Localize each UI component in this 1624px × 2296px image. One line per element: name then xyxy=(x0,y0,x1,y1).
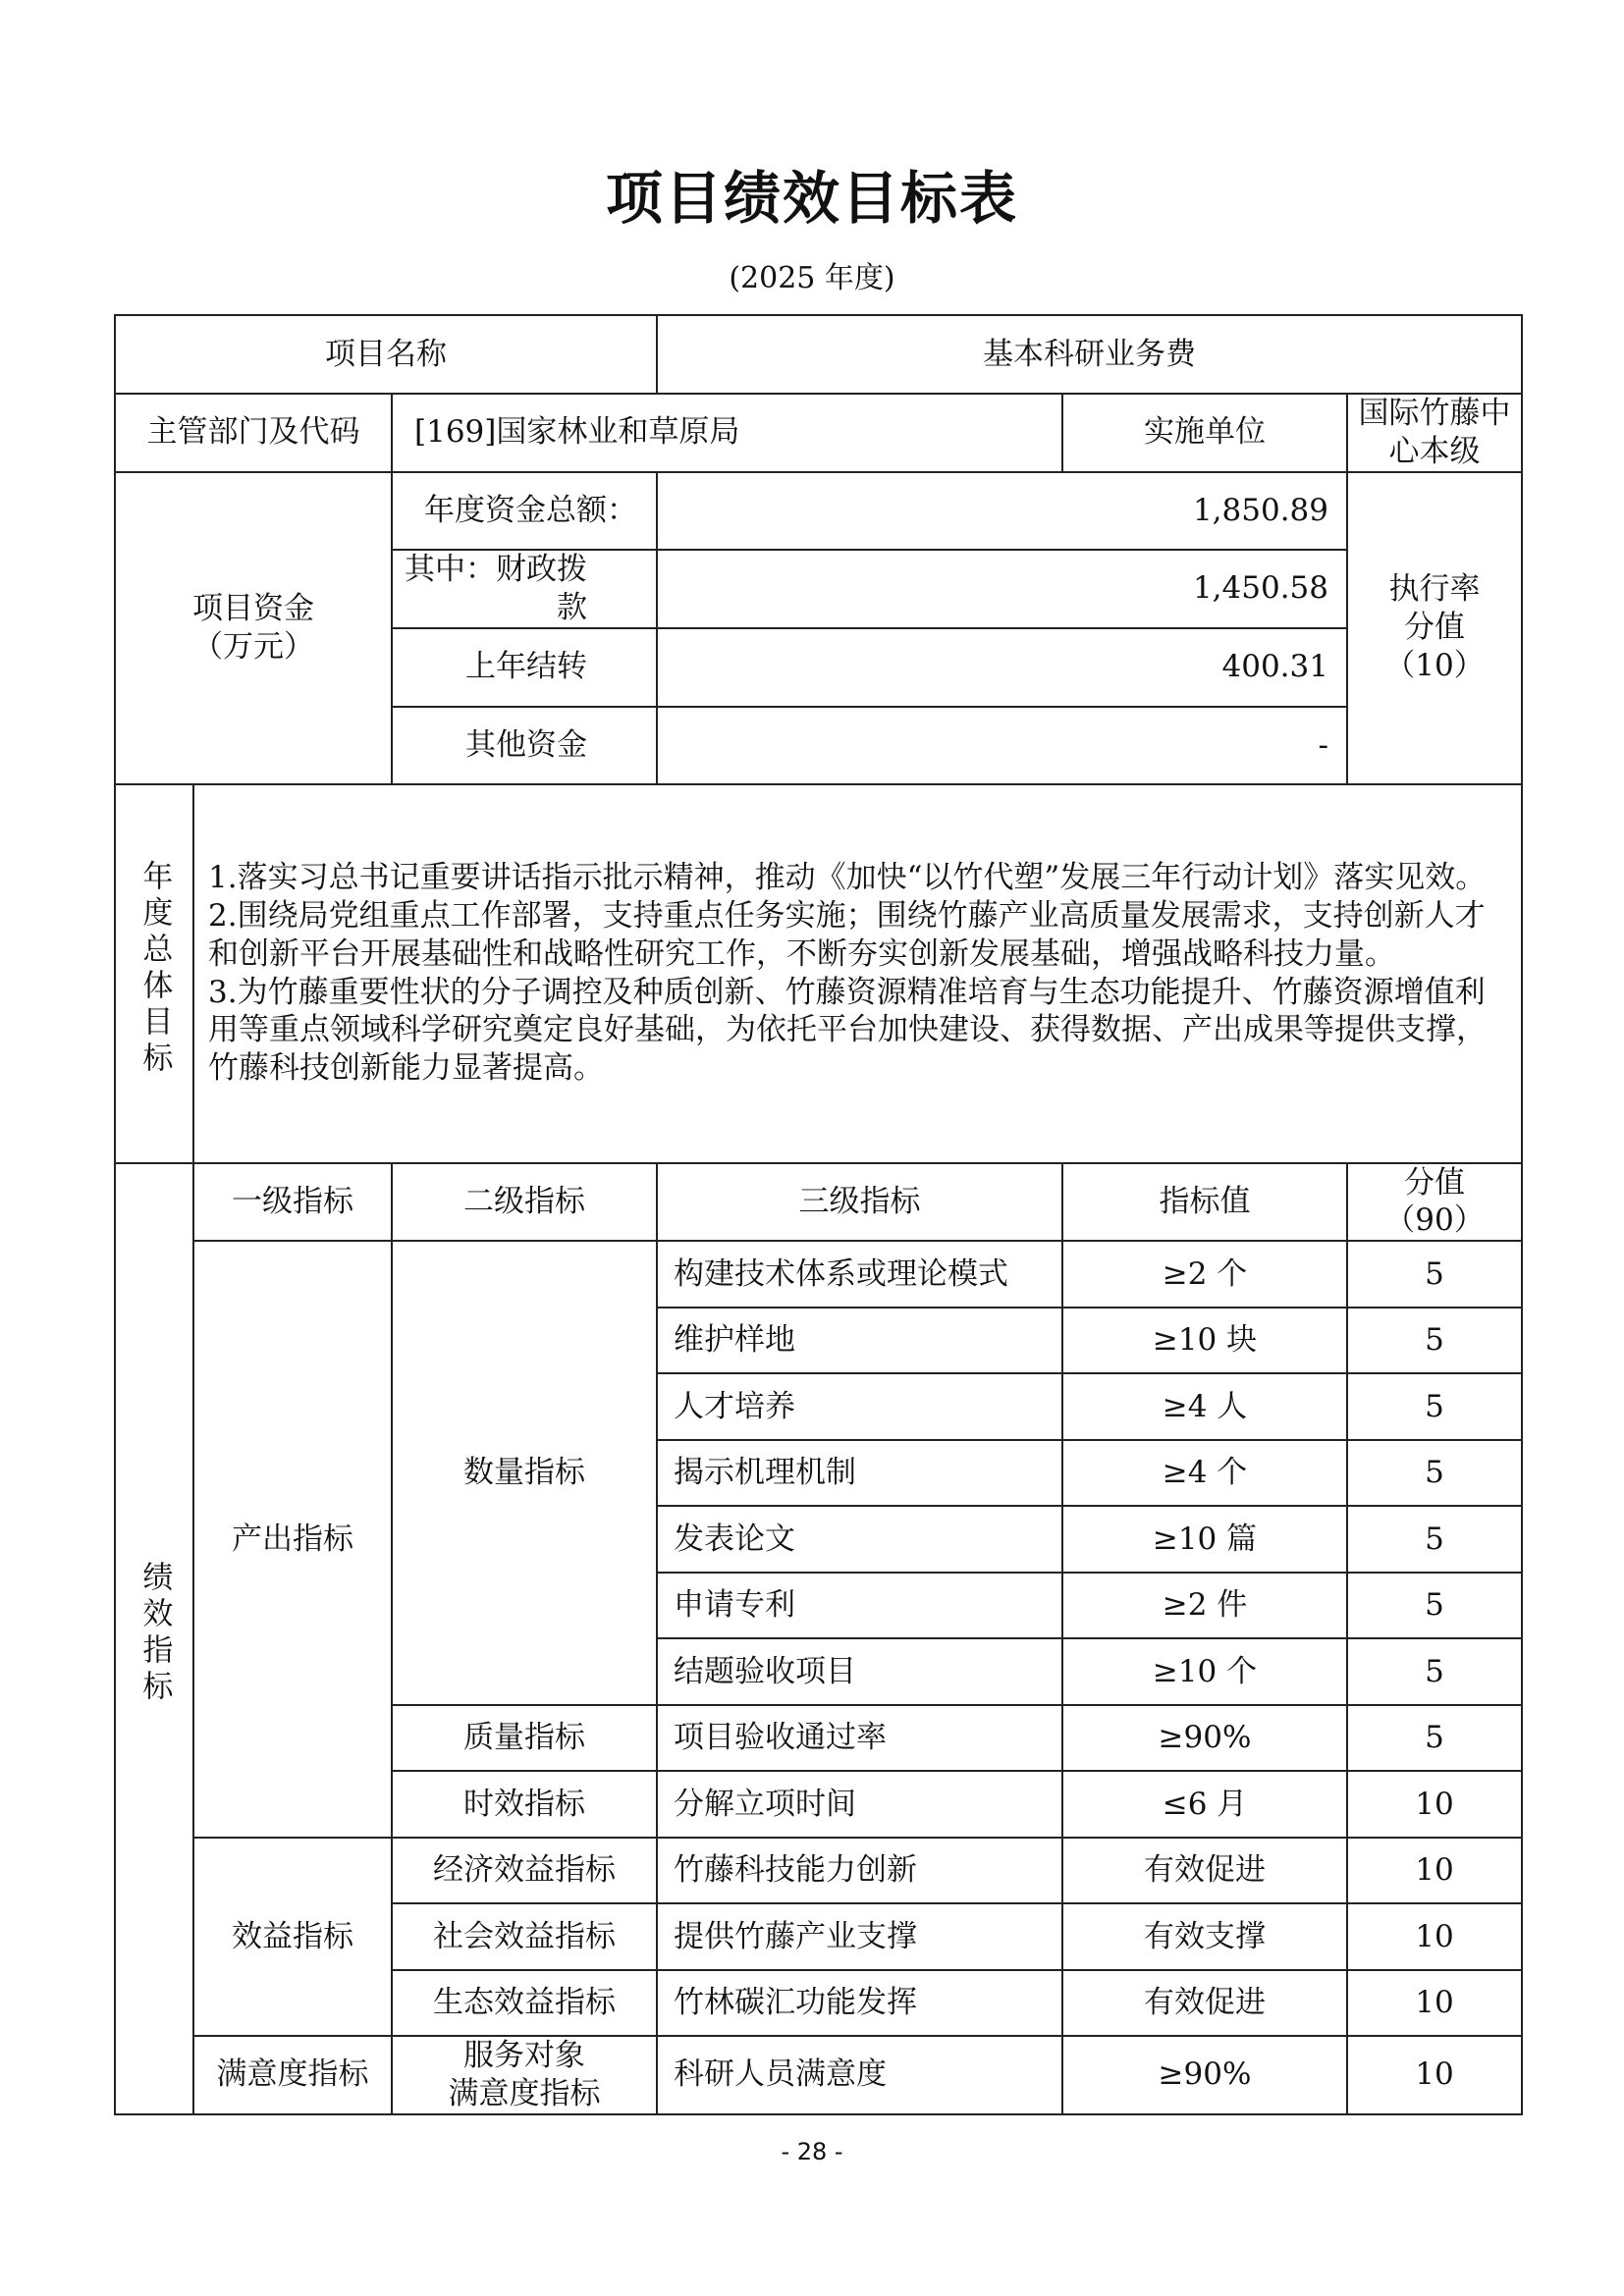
funds-total-value: 1,850.89 xyxy=(657,472,1347,550)
dept-value: [169]国家林业和草原局 xyxy=(392,394,1062,472)
service-label-line1: 服务对象 xyxy=(463,2038,585,2073)
indicator-value: ≥10 个 xyxy=(1062,1638,1347,1705)
indicator-value: ≥2 件 xyxy=(1062,1573,1347,1638)
indicator-value: 有效促进 xyxy=(1062,1838,1347,1903)
table-row xyxy=(115,2036,1522,2114)
indicator-value: 有效促进 xyxy=(1062,1970,1347,2036)
indicator-score: 5 xyxy=(1347,1705,1522,1771)
project-name-value: 基本科研业务费 xyxy=(657,315,1522,394)
economic-indicator-label: 经济效益指标 xyxy=(392,1838,657,1903)
output-indicator-label: 产出指标 xyxy=(193,1241,392,1838)
indicators-section-label xyxy=(115,1163,193,2114)
indicator-value: ≥90% xyxy=(1062,2036,1347,2114)
table-row xyxy=(115,1163,1522,1242)
indicator-score: 10 xyxy=(1347,1771,1522,1838)
indicator-score: 5 xyxy=(1347,1506,1522,1573)
indicator-score: 5 xyxy=(1347,1573,1522,1638)
table-row xyxy=(115,784,1522,1163)
funds-score-line1: 执行率 xyxy=(1388,571,1481,608)
funds-score-line3: （10） xyxy=(1384,647,1485,683)
fiscal-year: (2025 年度) xyxy=(729,261,895,295)
project-name-label: 项目名称 xyxy=(115,315,657,394)
indicator-name: 构建技术体系或理论模式 xyxy=(657,1241,1062,1308)
goal-item: 3.为竹藤重要性状的分子调控及种质创新、竹藤资源精准培育与生态功能提升、竹藤资源增值利用等重点领域科学研究奠定良好基础，为依托平台加快建设、获得数据、产出成果等提供支撑，竹藤科技创新能力显著提高。 xyxy=(208,974,1487,1086)
indicator-score: 10 xyxy=(1347,1970,1522,2036)
unit-value: 国际竹藤中心本级 xyxy=(1347,394,1522,472)
goals-label-text: 年度总体目标 xyxy=(136,859,173,1078)
social-indicator-label: 社会效益指标 xyxy=(392,1903,657,1970)
unit-label: 实施单位 xyxy=(1062,394,1347,472)
table-row xyxy=(115,472,1522,550)
funds-fiscal-value: 1,450.58 xyxy=(657,550,1347,628)
indicator-value: ≥2 个 xyxy=(1062,1241,1347,1308)
page-number: - 28 - xyxy=(781,2138,843,2165)
goal-item: 1.落实习总书记重要讲话指示批示精神，推动《加快“以竹代塑”发展三年行动计划》落实见效。 xyxy=(208,860,1487,896)
indicator-score: 10 xyxy=(1347,1903,1522,1970)
service-label-line2: 满意度指标 xyxy=(448,2075,601,2111)
table-row xyxy=(115,1838,1522,1903)
funds-carryover-value: 400.31 xyxy=(657,628,1347,707)
table-row xyxy=(115,315,1522,394)
indicator-name: 揭示机理机制 xyxy=(657,1440,1062,1506)
header-value: 指标值 xyxy=(1062,1163,1347,1242)
indicator-value: ≥4 个 xyxy=(1062,1440,1347,1506)
funds-label xyxy=(115,472,392,784)
header-level2: 二级指标 xyxy=(392,1163,657,1242)
funds-label-line2: （万元） xyxy=(192,628,314,665)
indicator-value: ≤6 月 xyxy=(1062,1771,1347,1838)
timeliness-indicator-label: 时效指标 xyxy=(392,1771,657,1838)
funds-score-line2: 分值 xyxy=(1404,610,1465,646)
header-level3: 三级指标 xyxy=(657,1163,1062,1242)
header-score-line2: （90） xyxy=(1384,1202,1485,1239)
indicator-value: ≥10 篇 xyxy=(1062,1506,1347,1573)
table-row xyxy=(115,1241,1522,1308)
funds-carryover-label: 上年结转 xyxy=(392,628,657,707)
funds-fiscal-label: 其中：财政拨款 xyxy=(392,550,657,628)
indicator-score: 10 xyxy=(1347,2036,1522,2114)
goals-content xyxy=(193,784,1522,1163)
indicator-score: 5 xyxy=(1347,1241,1522,1308)
service-satisfaction-label xyxy=(392,2036,657,2114)
indicator-score: 5 xyxy=(1347,1440,1522,1506)
indicator-name: 竹林碳汇功能发挥 xyxy=(657,1970,1062,2036)
header-score-line1: 分值 xyxy=(1404,1164,1465,1201)
performance-table xyxy=(114,314,1523,2115)
indicator-name: 竹藤科技能力创新 xyxy=(657,1838,1062,1903)
indicator-name: 结题验收项目 xyxy=(657,1638,1062,1705)
indicator-name: 分解立项时间 xyxy=(657,1771,1062,1838)
indicator-name: 维护样地 xyxy=(657,1308,1062,1373)
indicator-name: 申请专利 xyxy=(657,1573,1062,1638)
indicator-score: 10 xyxy=(1347,1838,1522,1903)
quantity-indicator-label: 数量指标 xyxy=(392,1241,657,1705)
header-level1: 一级指标 xyxy=(193,1163,392,1242)
satisfaction-indicator-label: 满意度指标 xyxy=(193,2036,392,2114)
indicator-name: 提供竹藤产业支撑 xyxy=(657,1903,1062,1970)
funds-label-line1: 项目资金 xyxy=(192,590,314,626)
indicator-value: ≥90% xyxy=(1062,1705,1347,1771)
ecological-indicator-label: 生态效益指标 xyxy=(392,1970,657,2036)
indicator-name: 项目验收通过率 xyxy=(657,1705,1062,1771)
indicator-value: 有效支撑 xyxy=(1062,1903,1347,1970)
benefit-indicator-label: 效益指标 xyxy=(193,1838,392,2036)
indicator-name: 人才培养 xyxy=(657,1373,1062,1440)
goal-item: 2.围绕局党组重点工作部署，支持重点任务实施；围绕竹藤产业高质量发展需求，支持创新人才和创新平台开展基础性和战略性研究工作，不断夯实创新发展基础，增强战略科技力量。 xyxy=(208,898,1486,972)
funds-other-value: - xyxy=(657,707,1347,784)
indicator-value: ≥4 人 xyxy=(1062,1373,1347,1440)
dept-label: 主管部门及代码 xyxy=(115,394,392,472)
indicator-name: 科研人员满意度 xyxy=(657,2036,1062,2114)
funds-other-label: 其他资金 xyxy=(392,707,657,784)
indicator-score: 5 xyxy=(1347,1308,1522,1373)
indicator-score: 5 xyxy=(1347,1373,1522,1440)
funds-total-label: 年度资金总额： xyxy=(392,472,657,550)
goals-label xyxy=(115,784,193,1163)
indicator-value: ≥10 块 xyxy=(1062,1308,1347,1373)
document-title: 项目绩效目标表 xyxy=(605,165,1018,232)
quality-indicator-label: 质量指标 xyxy=(392,1705,657,1771)
indicators-section-text: 绩效指标 xyxy=(136,1561,173,1707)
indicator-name: 发表论文 xyxy=(657,1506,1062,1573)
indicator-score: 5 xyxy=(1347,1638,1522,1705)
funds-score xyxy=(1347,472,1522,784)
table-row xyxy=(115,394,1522,472)
header-score xyxy=(1347,1163,1522,1242)
